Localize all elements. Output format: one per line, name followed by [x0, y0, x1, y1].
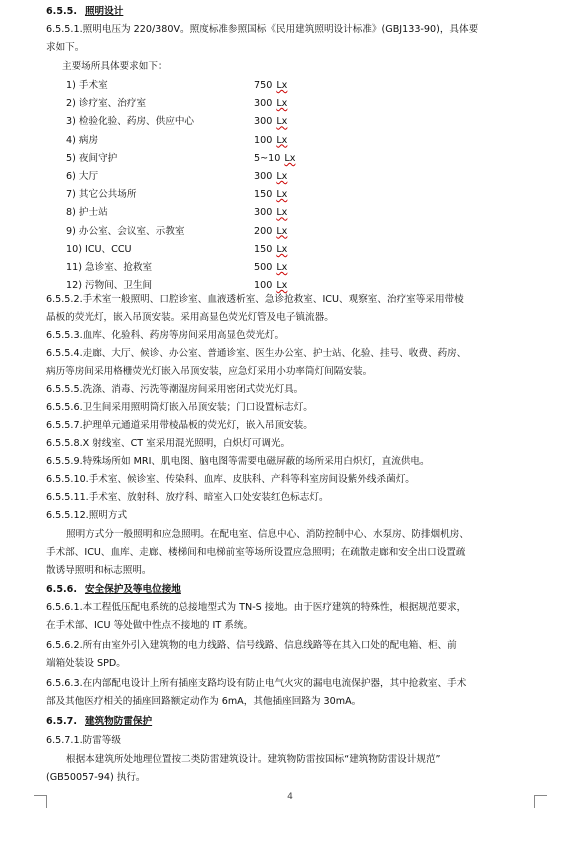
- paragraph-line: 6.5.5.12.照明方式: [46, 510, 128, 521]
- section-title: 安全保护及等电位接地: [84, 584, 181, 595]
- paragraph-line: 病历等房间采用格栅荧光灯嵌入吊顶安装，应急灯采用小功率筒灯间隔安装。: [46, 366, 373, 377]
- lux-unit: Lx: [276, 189, 288, 201]
- lux-unit: Lx: [276, 207, 288, 219]
- paragraph-line: (GB50057-94) 执行。: [46, 772, 146, 783]
- lux-row: [66, 78, 287, 94]
- lux-unit: Lx: [276, 171, 288, 182]
- lux-row: [66, 151, 295, 167]
- lux-room: 4) 病房: [66, 134, 99, 146]
- lux-intro: 主要场所具体要求如下：: [62, 61, 168, 72]
- paragraph-line: 6.5.5.3.血库、化验科、药房等房间采用高显色荧光灯。: [46, 330, 285, 341]
- section-number: 6.5.7.: [46, 716, 77, 727]
- section-heading-655: [46, 4, 546, 20]
- lux-value: 100: [254, 134, 273, 146]
- paragraph-line: 6.5.5.4.走廊、大厅、候诊、办公室、普通诊室、医生办公室、护士站、化验、挂号、收费、药房、: [46, 348, 467, 359]
- lux-row: [66, 133, 287, 149]
- paragraph-line: 6.5.5.10.手术室、候诊室、传染科、血库、皮肤科、产科等科室房间设紫外线杀菌灯。: [46, 474, 415, 485]
- paragraph-line: 6.5.6.2.所有由室外引入建筑物的电力线路、信号线路、信息线路等在其入口处的配电箱、柜、前: [46, 640, 457, 651]
- lux-room: 6) 大厅: [66, 171, 99, 182]
- paragraph-line: 部及其他医疗相关的插座回路额定动作为 6mA，其他插座回路为 30mA。: [46, 696, 362, 707]
- paragraph-line: 6.5.6.1.本工程低压配电系统的总接地型式为 TN-S 接地。由于医疗建筑的特殊性，根据规范要求，: [46, 602, 467, 613]
- lux-room: 1) 手术室: [66, 80, 108, 91]
- paragraph-line: 6.5.5.8.X 射线室、CT 室采用混光照明，白炽灯可调光。: [46, 438, 291, 449]
- paragraph-line: 根据本建筑所处地理位置按二类防雷建筑设计。建筑物防雷按国标“建筑物防雷设计规范”: [66, 754, 441, 765]
- section-heading-657: [46, 714, 546, 730]
- paragraph-line: 照明方式分一般照明和应急照明。在配电室、信息中心、消防控制中心、水泵房、防排烟机房、: [66, 529, 469, 540]
- lux-row: [66, 169, 287, 185]
- lux-value: 200: [254, 225, 273, 237]
- lux-room: 12) 污物间、卫生间: [66, 280, 153, 292]
- lux-unit: Lx: [276, 280, 288, 292]
- lux-value: 300: [254, 98, 273, 110]
- section-title: 建筑物防雷保护: [84, 716, 153, 727]
- paragraph-line: 6.5.5.1.照明电压为 220/380V。照度标准参照国标《民用建筑照明设计标准》(GBJ133-90)，具体要: [46, 24, 479, 35]
- lux-room: 7) 其它公共场所: [66, 189, 137, 201]
- lux-row: [66, 187, 287, 203]
- lux-unit: Lx: [276, 262, 288, 273]
- lux-room: 9) 办公室、会议室、示教室: [66, 225, 185, 237]
- lux-value: 100: [254, 280, 273, 292]
- lux-room: 5) 夜间守护: [66, 152, 118, 164]
- lux-row: [66, 205, 287, 221]
- page-number: 4: [287, 792, 293, 802]
- lux-row: [66, 260, 287, 276]
- lux-value: 150: [254, 189, 273, 201]
- lux-room: 2) 诊疗室、治疗室: [66, 98, 147, 110]
- lux-row: [66, 242, 287, 258]
- lux-room: 10) ICU、CCU: [66, 243, 132, 255]
- paragraph-line: 求如下。: [46, 42, 85, 53]
- lux-unit: Lx: [276, 243, 288, 255]
- lux-room: 8) 护士站: [66, 207, 108, 219]
- paragraph-line: 散诱导照明和标志照明。: [46, 565, 152, 576]
- section-number: 6.5.6.: [46, 584, 77, 595]
- paragraph-line: 6.5.7.1.防雷等级: [46, 735, 121, 746]
- lux-unit: Lx: [284, 152, 296, 164]
- section-heading-656: [46, 582, 546, 598]
- lux-row: [66, 224, 287, 240]
- lux-unit: Lx: [276, 80, 288, 91]
- lux-room: 11) 急诊室、抢救室: [66, 262, 153, 273]
- paragraph-line: 6.5.6.3.在内部配电设计上所有插座支路均设有防止电气火灾的漏电电流保护器，其中抢救室、手术: [46, 678, 467, 689]
- lux-room: 3) 检验化验、药房、供应中心: [66, 116, 195, 128]
- lux-value: 150: [254, 243, 273, 255]
- lux-row: [66, 96, 287, 112]
- lux-value: 300: [254, 171, 273, 182]
- paragraph-line: 6.5.5.5.洗涤、消毒、污洗等潮湿房间采用密闭式荧光灯具。: [46, 384, 304, 395]
- lux-value: 300: [254, 207, 273, 219]
- lux-unit: Lx: [276, 225, 288, 237]
- paragraph-line: 手术部、ICU、血库、走廊、楼梯间和电梯前室等场所设置应急照明；在疏散走廊和安全出口设置疏: [46, 547, 466, 558]
- lux-unit: Lx: [276, 116, 288, 128]
- lux-value: 5~10: [254, 152, 281, 164]
- paragraph-line: 端箱处装设 SPD。: [46, 658, 126, 669]
- section-title: 照明设计: [84, 6, 124, 17]
- lux-value: 300: [254, 116, 273, 128]
- lux-row: [66, 114, 287, 130]
- lux-value: 500: [254, 262, 273, 273]
- lux-unit: Lx: [276, 134, 288, 146]
- paragraph-line: 6.5.5.2.手术室一般照明、口腔诊室、血液透析室、急诊抢救室、ICU、观察室、治疗室等采用带棱: [46, 294, 464, 305]
- paragraph-line: 晶板的荧光灯，嵌入吊顶安装。采用高显色荧光灯管及电子镇流器。: [46, 312, 334, 323]
- section-number: 6.5.5.: [46, 6, 77, 17]
- paragraph-line: 6.5.5.6.卫生间采用照明筒灯嵌入吊顶安装；门口设置标志灯。: [46, 402, 313, 413]
- paragraph-line: 6.5.5.7.护理单元通道采用带棱晶板的荧光灯，嵌入吊顶安装。: [46, 420, 313, 431]
- lux-value: 750: [254, 80, 273, 91]
- paragraph-line: 6.5.5.9.特殊场所如 MRI、肌电图、脑电图等需要电磁屏蔽的场所采用白炽灯，直流供电。: [46, 456, 430, 467]
- paragraph-line: 6.5.5.11.手术室、放射科、放疗科、暗室入口处安装红色标志灯。: [46, 492, 329, 503]
- paragraph-line: 在手术部、ICU 等处做中性点不接地的 IT 系统。: [46, 620, 254, 631]
- lux-unit: Lx: [276, 98, 288, 110]
